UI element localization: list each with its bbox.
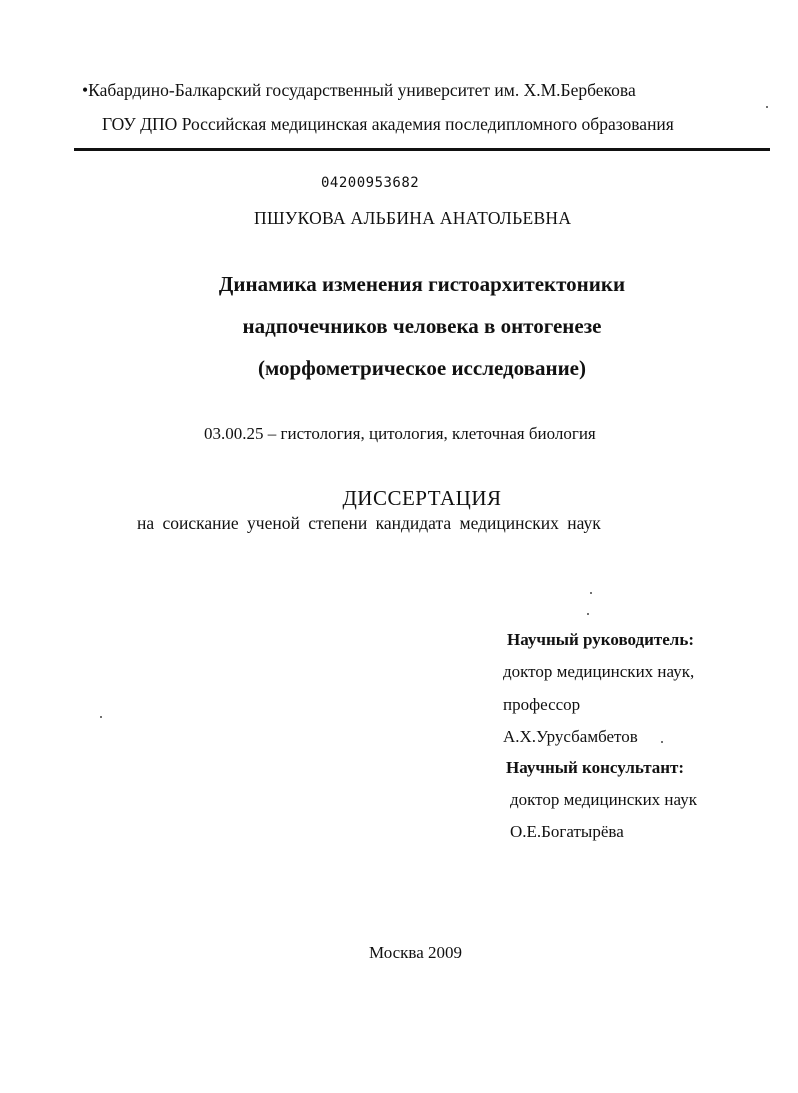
- dissertation-title-line-1: Динамика изменения гистоархитектоники: [218, 272, 626, 296]
- consultant-name: О.Е.Богатырёва: [510, 822, 624, 841]
- scan-speck: [766, 106, 768, 108]
- institution-line-2: ГОУ ДПО Российская медицинская академия последипломного образования: [102, 114, 674, 134]
- specialty-code: 03.00.25 – гистология, цитология, клеточная биология: [204, 424, 596, 443]
- registration-number: 04200953682: [321, 175, 420, 191]
- supervisor-degree: доктор медицинских наук,: [503, 662, 695, 681]
- institution-line-1: •Кабардино-Балкарский государственный университет им. Х.М.Бербекова: [82, 80, 636, 100]
- scan-speck: [100, 716, 102, 718]
- scan-speck: [590, 592, 592, 594]
- scan-speck: [661, 741, 663, 743]
- dissertation-title-line-3: (морфометрическое исследование): [258, 356, 586, 380]
- supervisor-heading: Научный руководитель:: [507, 630, 694, 649]
- scan-speck: [587, 613, 589, 615]
- document-type: ДИССЕРТАЦИЯ: [342, 486, 502, 510]
- supervisor-rank: профессор: [503, 695, 581, 714]
- consultant-heading: Научный консультант:: [506, 758, 685, 777]
- header-divider: [74, 148, 770, 151]
- city-year: Москва 2009: [369, 943, 463, 962]
- supervisor-name: А.Х.Урусбамбетов: [503, 727, 638, 746]
- document-purpose: на соискание ученой степени кандидата медицинских наук: [137, 513, 601, 533]
- dissertation-title-line-2: надпочечников человека в онтогенезе: [242, 314, 602, 338]
- consultant-degree: доктор медицинских наук: [510, 790, 697, 809]
- author-name: ПШУКОВА АЛЬБИНА АНАТОЛЬЕВНА: [254, 208, 572, 228]
